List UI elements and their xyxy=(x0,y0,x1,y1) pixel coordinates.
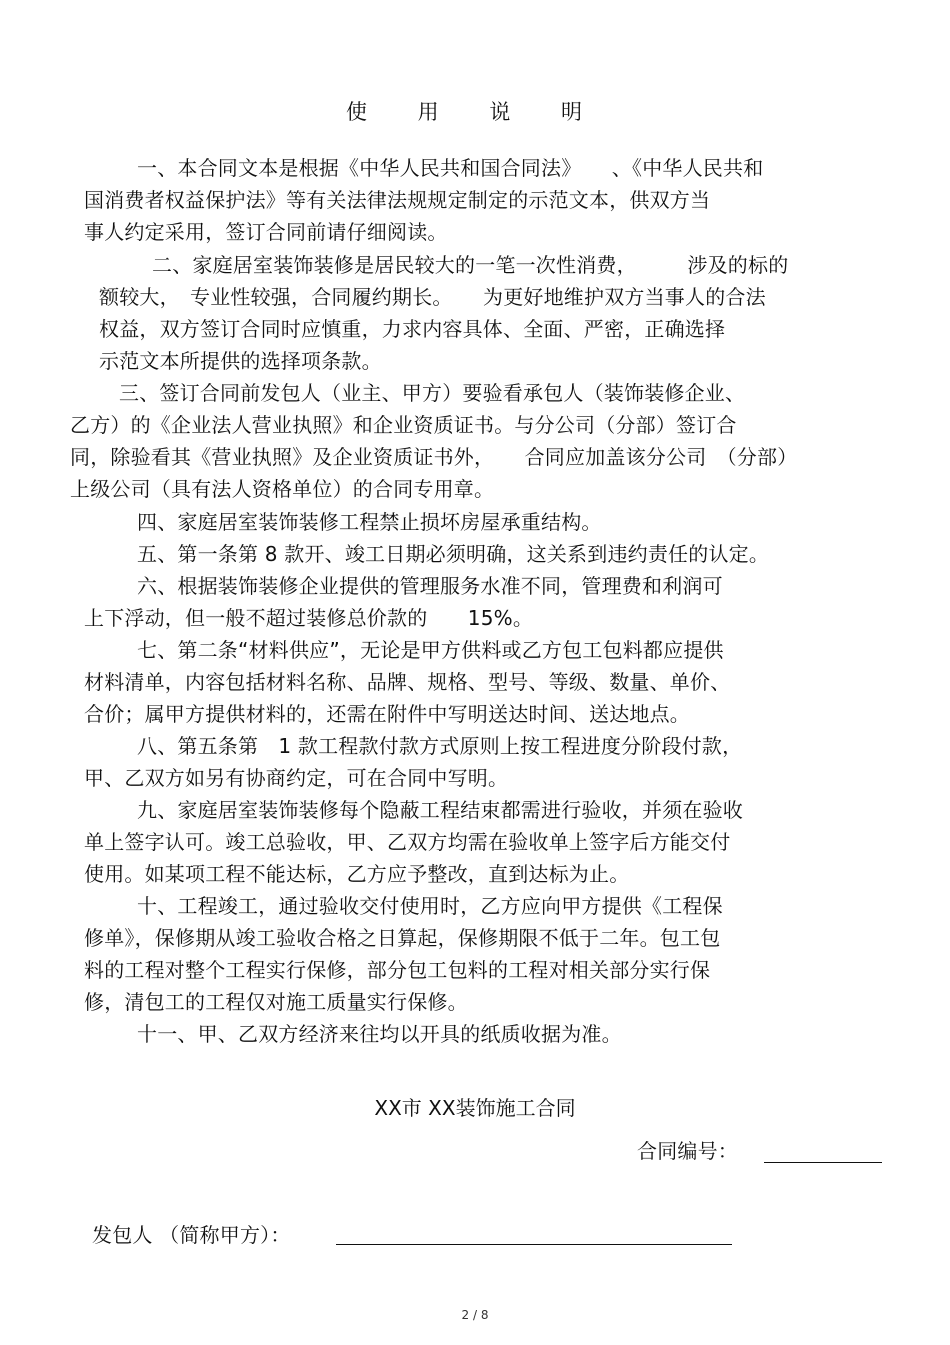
text-line: 同，除验看其《营业执照》及企业资质证书外， 合同应加盖该分公司 （分部） xyxy=(70,445,798,469)
text-line: 国消费者权益保护法》等有关法律法规规定制定的示范文本，供双方当 xyxy=(84,188,711,212)
text-line: 权益，双方签订合同时应慎重，力求内容具体、全面、严密，正确选择 xyxy=(99,317,726,341)
text-line: 七、第二条“材料供应”，无论是甲方供料或乙方包工包料都应提供 xyxy=(137,638,724,662)
contract-title: XX市 XX装饰施工合同 xyxy=(374,1096,576,1120)
page-title: 使 用 说 明 xyxy=(345,100,605,124)
text-line: 料的工程对整个工程实行保修，部分包工包料的工程对相关部分实行保 xyxy=(84,958,711,982)
text-line: 四、家庭居室装饰装修工程禁止损坏房屋承重结构。 xyxy=(137,510,602,534)
text-line: 示范文本所提供的选择项条款。 xyxy=(99,349,382,373)
text-line: 八、第五条第 1 款工程款付款方式原则上按工程进度分阶段付款， xyxy=(137,734,743,758)
text-line: 使用。如某项工程不能达标，乙方应予整改，直到达标为止。 xyxy=(84,862,630,886)
text-line: 乙方）的《企业法人营业执照》和企业资质证书。与分公司（分部）签订合 xyxy=(70,413,737,437)
text-line: 五、第一条第 8 款开、竣工日期必须明确，这关系到违约责任的认定。 xyxy=(137,542,770,566)
text-line: 十一、甲、乙双方经济来往均以开具的纸质收据为准。 xyxy=(137,1022,622,1046)
text-line: 单上签字认可。竣工总验收，甲、乙双方均需在验收单上签字后方能交付 xyxy=(84,830,731,854)
party-a-label: 发包人 （简称甲方）： xyxy=(92,1223,291,1247)
text-line: 二、家庭居室装饰装修是居民较大的一笔一次性消费， 涉及的标的 xyxy=(152,253,789,277)
text-line: 额较大， 专业性较强，合同履约期长。 为更好地维护双方当事人的合法 xyxy=(99,285,766,309)
text-line: 修，清包工的工程仅对施工质量实行保修。 xyxy=(84,990,468,1014)
text-line: 修单》，保修期从竣工验收合格之日算起，保修期限不低于二年。包工包 xyxy=(84,926,721,950)
text-line: 十、工程竣工，通过验收交付使用时，乙方应向甲方提供《工程保 xyxy=(137,894,723,918)
party-a-field[interactable] xyxy=(336,1244,732,1245)
text-line: 材料清单，内容包括材料名称、品牌、规格、型号、等级、数量、单价、 xyxy=(84,670,731,694)
contract-number-label: 合同编号： xyxy=(637,1139,738,1163)
text-line: 上级公司（具有法人资格单位）的合同专用章。 xyxy=(70,477,495,501)
contract-number-field[interactable] xyxy=(764,1162,882,1163)
text-line: 甲、乙双方如另有协商约定，可在合同中写明。 xyxy=(84,766,509,790)
text-line: 上下浮动，但一般不超过装修总价款的 15%。 xyxy=(84,606,534,630)
page-number: 2 / 8 xyxy=(461,1308,489,1322)
text-line: 合价；属甲方提供材料的，还需在附件中写明送达时间、送达地点。 xyxy=(84,702,690,726)
text-line: 九、家庭居室装饰装修每个隐蔽工程结束都需进行验收，并须在验收 xyxy=(137,798,743,822)
text-line: 三、签订合同前发包人（业主、甲方）要验看承包人（装饰装修企业、 xyxy=(119,381,746,405)
text-line: 事人约定采用，签订合同前请仔细阅读。 xyxy=(84,220,448,244)
text-line: 六、根据装饰装修企业提供的管理服务水准不同，管理费和利润可 xyxy=(137,574,723,598)
text-line: 一、本合同文本是根据《中华人民共和国合同法》 、《中华人民共和 xyxy=(137,156,764,180)
